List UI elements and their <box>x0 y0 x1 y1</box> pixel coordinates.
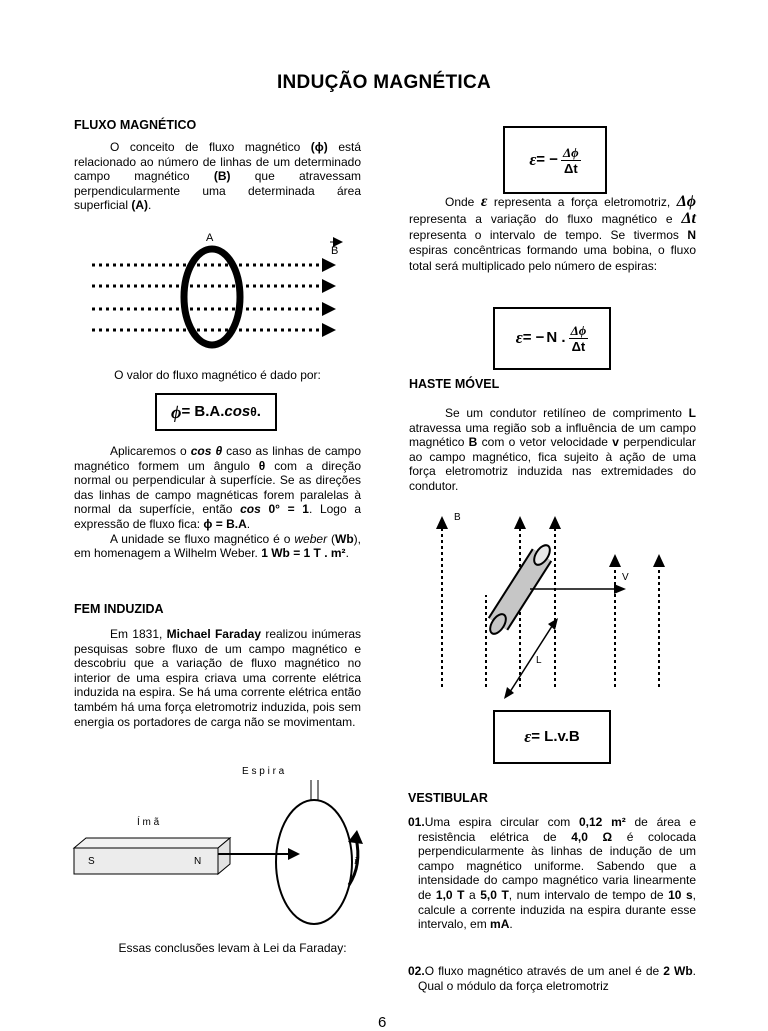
text-run: v <box>612 435 619 450</box>
section-heading-haste: HASTE MÓVEL <box>409 377 500 391</box>
text-run: 0,12 m² <box>579 815 626 829</box>
text-run: é colocada perpendicularmente às linhas de indução de um campo magnético uniforme. Sabendo que a intensidade do campo magnético varia linearmente de <box>418 829 696 902</box>
text-run: . Logo a expressão de fluxo fica: <box>74 502 361 531</box>
page-title: INDUÇÃO MAGNÉTICA <box>276 72 492 93</box>
magnet-loop-figure <box>74 760 374 930</box>
text-run: A unidade se fluxo magnético é o <box>110 531 295 546</box>
fem-paragraph <box>74 627 361 729</box>
rod-b-label: B <box>454 512 461 523</box>
paragraph-text <box>409 406 696 494</box>
text-run: que atravessam perpendicularmente uma determinada área superficial <box>74 169 361 213</box>
text-run: . <box>148 198 152 213</box>
text-run: . <box>246 516 251 531</box>
text-run: , num intervalo de tempo de <box>508 887 669 902</box>
section-heading-fem: FEM INDUZIDA <box>74 602 164 616</box>
text-run: representa a variação do fluxo magnético e <box>409 211 682 226</box>
text-run: está relacionado ao número de linhas de um determinado campo magnético <box>74 140 361 184</box>
text-run: 1 Wb = 1 T . m² <box>261 546 346 561</box>
text-run: ϕ = B.A <box>203 516 247 531</box>
north-pole-label: N <box>194 856 202 867</box>
text-run: mA <box>490 917 510 932</box>
text-run: Se um condutor retilíneo de comprimento <box>445 406 689 420</box>
paragraph-text <box>74 140 361 213</box>
text-run: , calcule a corrente induzida na espira durante esse intervalo, em <box>418 887 696 932</box>
text-run: ( <box>327 531 335 546</box>
espira-loop <box>276 800 352 924</box>
text-run: 5,0 T <box>480 887 509 902</box>
conclusion-text: Essas conclusões levam à Lei da Faraday: <box>118 941 347 955</box>
paragraph-text <box>74 444 361 532</box>
text-run: B <box>468 435 478 450</box>
text-run: Uma espira circular com <box>424 815 579 829</box>
velocity-label: V <box>622 572 629 583</box>
paragraph-text <box>74 627 361 729</box>
ima-label: Í m ã <box>137 817 160 828</box>
text-run: (ϕ) <box>310 140 328 154</box>
text-run: realizou inúmeras pesquisas sobre fluxo de um campo magnético e descobriu que a variação de fluxo magnético no interior de uma espira criava uma corrente elétrica induzida na espira. Se há uma corrente elétrica então também há uma força eletromotriz induzida, pois sem energia os portadores de carga não se movimentam. <box>74 627 362 729</box>
text-run: representa o intervalo de tempo. Se tivermos <box>409 227 688 242</box>
faraday-formula-box: ε = − $\frac{\Delta\phi}{\Delta t}$ <box>503 126 607 194</box>
paragraph-text <box>409 194 696 275</box>
flux-loop-figure <box>88 228 348 353</box>
moving-rod-figure <box>430 505 680 700</box>
n-espiras-formula-box: ε = − N . $\frac{\Delta\phi}{\Delta t}$ <box>493 307 611 370</box>
section-heading-vestibular: VESTIBULAR <box>408 791 488 805</box>
apply-cos-paragraph <box>74 444 361 561</box>
section-heading-fluxo: FLUXO MAGNÉTICO <box>74 118 197 132</box>
text-run: com o vetor velocidade <box>477 435 613 450</box>
text-run: cos θ <box>190 444 223 458</box>
text-run: θ <box>258 458 266 473</box>
text-run: . Qual o módulo da força eletromotriz <box>418 964 696 993</box>
text-run: L <box>688 406 696 420</box>
south-pole-label: S <box>88 856 95 867</box>
text-run: 4,0 Ω <box>571 829 613 844</box>
flux-formula-box: ϕ = B.A. cos θ . <box>155 393 277 431</box>
text-run: ), em homenagem a Wilhelm Weber. <box>74 531 361 561</box>
text-run: Δt <box>681 209 696 227</box>
text-run: Onde <box>445 195 481 209</box>
text-run: caso as linhas de campo magnético formem um ângulo <box>74 444 361 473</box>
haste-paragraph <box>409 406 696 494</box>
text-run: O fluxo magnético através de um anel é de <box>424 964 664 978</box>
text-run: 0° = 1 <box>268 502 309 517</box>
text-run: 02. <box>408 964 425 978</box>
current-label: i <box>354 855 358 867</box>
flux-value-text: O valor do fluxo magnético é dado por: <box>114 368 321 382</box>
text-run: 1,0 T <box>435 887 465 902</box>
text-run: O conceito de fluxo magnético <box>110 140 311 154</box>
length-label: L <box>536 655 542 666</box>
text-run: (A) <box>131 198 149 213</box>
text-run: Wb <box>335 531 354 546</box>
question-2 <box>408 964 696 993</box>
text-run: Aplicaremos o <box>110 444 191 458</box>
field-lines <box>92 265 324 330</box>
text-run: com a direção normal ou perpendicular à superfície. Se as direções das linhas de campo magnéticas forem paralelas à normal da superfície, então <box>74 458 362 517</box>
text-run: 01. <box>408 815 425 829</box>
text-run: de área e resistência elétrica de <box>418 815 697 844</box>
paragraph-text <box>74 532 361 561</box>
text-run: weber <box>294 531 328 546</box>
text-run: atravessa uma região sob a influência de um campo magnético <box>409 420 696 450</box>
field-label: B <box>331 245 339 257</box>
text-run: cos <box>240 502 261 517</box>
text-run: 2 Wb <box>663 964 693 978</box>
fluxo-paragraph <box>74 140 361 213</box>
text-run: Δϕ <box>676 193 696 210</box>
text-run: Michael Faraday <box>166 627 262 641</box>
lvb-formula-box: ε = L.v.B <box>493 710 611 764</box>
onde-paragraph <box>409 194 696 275</box>
text-run: (B) <box>213 169 231 184</box>
area-label: A <box>206 232 214 244</box>
text-run: perpendicular ao campo magnético, fica sujeito à ação de uma força eletromotriz induzida nas extremidades do condutor. <box>409 435 696 493</box>
text-run: a <box>464 887 481 902</box>
text-run: representa a força eletromotriz, <box>487 195 677 209</box>
espira-label: E s p i r a <box>242 766 285 777</box>
page-number: 6 <box>378 1014 387 1031</box>
text-run: 10 s <box>668 887 693 902</box>
text-run: . <box>345 546 349 561</box>
paragraph-text <box>408 964 696 993</box>
text-run: Em 1831, <box>110 627 167 641</box>
text-run: espiras concêntricas formando uma bobina, o fluxo total será multiplicado pelo número de espiras: <box>409 243 696 274</box>
paragraph-text <box>408 815 696 932</box>
text-run: . <box>509 917 513 932</box>
question-1 <box>408 815 696 932</box>
text-run: ε <box>480 193 488 210</box>
text-run: N <box>687 227 696 242</box>
